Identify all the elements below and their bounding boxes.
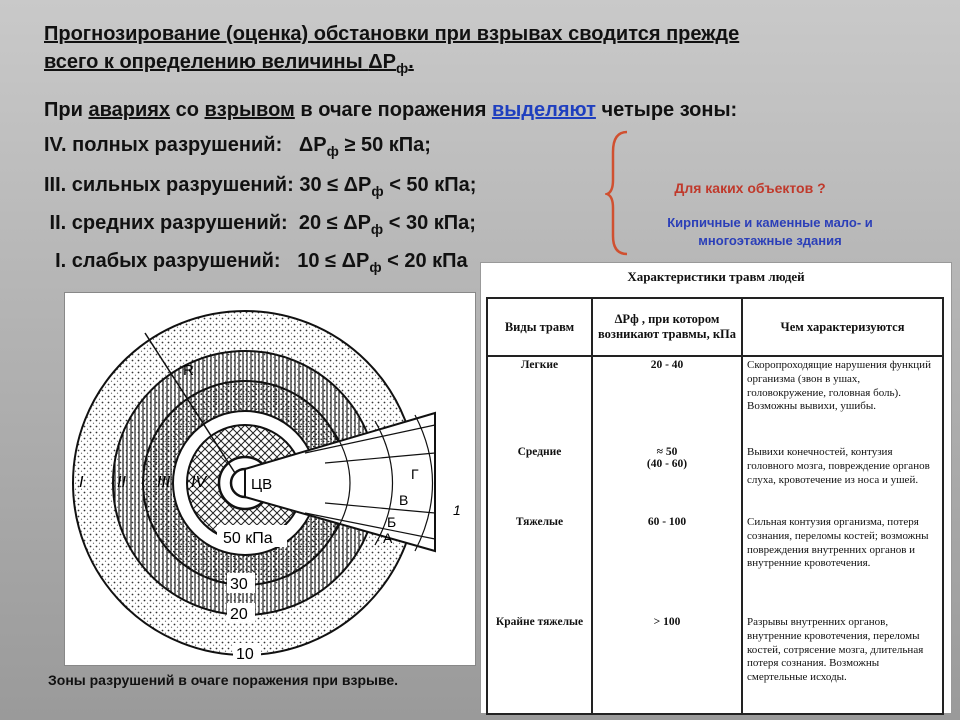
intro-line-1 <box>44 22 739 46</box>
row-desc: Сильная контузия организма, потеря сознания, переломы костей; возможны повреждения внутренних органов и внутренние кровотечения. <box>742 514 943 614</box>
table-header-row <box>487 298 943 356</box>
row-pressure: ≈ 50 (40 - 60) <box>592 444 742 514</box>
label-50kpa: 50 кПа <box>223 530 273 547</box>
zone-ii-mid: 20 ≤ <box>298 212 344 234</box>
acc-word-highlight[interactable]: выделяют <box>491 99 596 121</box>
label-10: 10 <box>236 646 254 663</box>
row-type: Легкие <box>487 356 592 444</box>
zone-ii-sub: ф <box>370 221 384 237</box>
row-pressure: 60 - 100 <box>592 514 742 614</box>
row-pressure: 20 - 40 <box>592 356 742 444</box>
injury-table-panel <box>480 262 952 714</box>
zone-iv-range: ≥ 50 кПа; <box>338 134 431 156</box>
acc-word-3: со <box>170 99 205 121</box>
label-v: В <box>399 492 409 508</box>
zone-iv-name: IV. полных разрушений: <box>44 134 299 156</box>
zone-iii-dp: ΔP <box>343 174 372 196</box>
figure-caption: Зоны разрушений в очаге поражения при взрыве. <box>48 672 399 688</box>
zone-iv-sub: ф <box>326 143 339 159</box>
table-title: Характеристики травм людей <box>627 269 805 284</box>
acc-word-5: в очаге поражения <box>294 99 492 121</box>
zone-ii-dp: ΔP <box>343 212 371 234</box>
table-row <box>487 514 943 614</box>
header-pressure: ΔPф , при котором возникают травмы, кПа <box>592 298 742 356</box>
zone-i-sub: ф <box>369 259 382 275</box>
zone-i-range: < 20 кПа <box>381 250 468 272</box>
label-g: Г <box>411 466 419 482</box>
injury-table <box>486 297 944 715</box>
zone-iii <box>44 174 476 199</box>
intro-period: . <box>408 51 414 73</box>
zone-iv <box>44 134 431 159</box>
row-type: Средние <box>487 444 592 514</box>
answer-text: Кирпичные и каменные мало- и многоэтажные здания <box>667 215 873 248</box>
label-zone-ii: II <box>117 474 126 491</box>
label-r: R <box>183 362 194 379</box>
label-zone-i: I <box>79 474 84 491</box>
question-text: Для каких объектов ? <box>674 180 826 196</box>
zone-ii <box>44 212 476 237</box>
label-one: 1 <box>453 502 461 518</box>
row-desc: Вывихи конечностей, контузия головного мозга, повреждение органов слуха, кровотечение из носа и ушей. <box>742 444 943 514</box>
row-type: Тяжелые <box>487 514 592 614</box>
label-30: 30 <box>230 576 248 593</box>
table-row <box>487 356 943 444</box>
intro-line-1-text: Прогнозирование (оценка) обстановки при взрывах сводится прежде <box>44 23 740 45</box>
table-row <box>487 444 943 514</box>
label-zone-iv: IV <box>191 474 207 491</box>
zone-i-mid: 10 ≤ <box>297 250 342 272</box>
header-desc: Чем характеризуются <box>742 298 943 356</box>
acc-word-7: четыре зоны: <box>595 99 738 121</box>
zone-i <box>44 250 468 275</box>
zone-ii-name: II. средних разрушений: <box>44 212 299 234</box>
zone-iii-range: < 50 кПа; <box>383 174 477 196</box>
zone-i-dp: ΔP <box>341 250 370 272</box>
label-a: А <box>383 530 393 546</box>
acc-word-explosion: взрывом <box>204 99 295 121</box>
table-row <box>487 614 943 714</box>
label-center: ЦВ <box>251 476 273 493</box>
label-b: Б <box>387 514 397 530</box>
blast-zones-figure <box>64 292 476 666</box>
delta-p-symbol: ΔP <box>368 51 396 73</box>
row-type: Крайне тяжелые <box>487 614 592 714</box>
intro-line-2 <box>44 50 414 77</box>
acc-word-accidents: авариях <box>88 99 171 121</box>
row-desc: Разрывы внутренних органов, внутренние кровотечения, переломы костей, сотрясение мозга, длительная потеря сознания. Возможны смертельные исходы. <box>742 614 943 714</box>
zone-iii-name: III. сильных разрушений: <box>44 174 300 196</box>
label-20: 20 <box>230 606 248 623</box>
delta-p-subscript: ф <box>395 60 409 76</box>
zone-iii-mid: 30 ≤ <box>299 174 344 196</box>
accidents-line <box>44 98 737 122</box>
label-zone-iii: III <box>157 474 171 491</box>
header-type: Виды травм <box>487 298 592 356</box>
zone-iv-dp: ΔP <box>298 134 327 156</box>
zone-ii-range: < 30 кПа; <box>383 212 476 234</box>
row-pressure: > 100 <box>592 614 742 714</box>
blast-zones-diagram <box>65 293 475 665</box>
zone-iii-sub: ф <box>371 183 384 199</box>
row-desc: Скоропроходящие нарушения функций организма (звон в ушах, головокружение, головная боль). Возможны вывихи, ушибы. <box>742 356 943 444</box>
zone-i-name: I. слабых разрушений: <box>44 250 298 272</box>
acc-word-1: При <box>44 99 89 121</box>
intro-line-2-text: всего к определению величины <box>44 51 369 73</box>
